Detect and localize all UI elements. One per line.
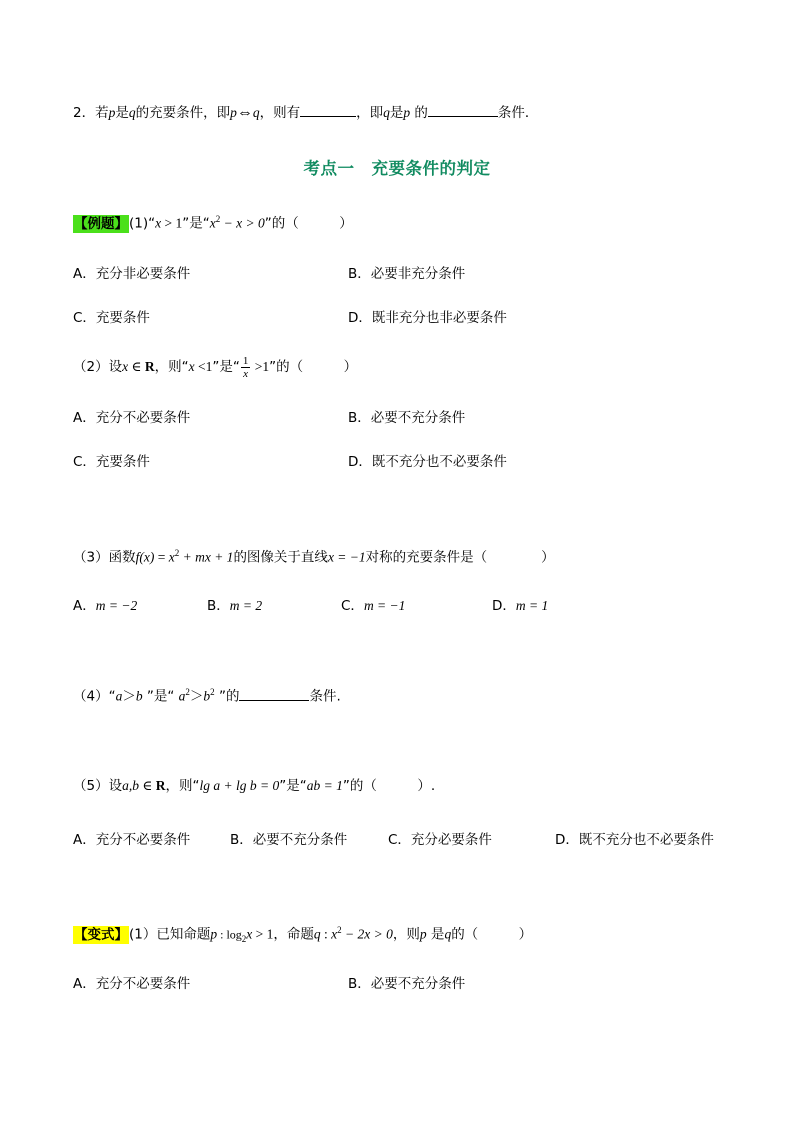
q3-option-a[interactable]: A．m = −2 xyxy=(73,598,138,614)
q2-option-d[interactable]: D．既不充分也不必要条件 xyxy=(348,454,507,470)
example-q3: （3）函数$f(x) = x^2$ + mx + 1的图像关于直线x = −1对称的充要条件是（ ） xyxy=(73,548,555,566)
example-q5: （5）设a,b ∈ R，则“lg a + lg b = 0”是“ab = 1”的（ ）. xyxy=(73,778,436,794)
q5-option-b[interactable]: B．必要不充分条件 xyxy=(230,832,348,848)
example-q2: （2）设x ∈ R，则“x <1”是“ $\frac{1}{x}$ >1”的（ ） xyxy=(73,354,358,380)
variant-option-b[interactable]: B．必要不充分条件 xyxy=(348,976,466,992)
section-title: 考点一 充要条件的判定 xyxy=(303,159,491,178)
q3-option-d[interactable]: D．m = 1 xyxy=(492,598,549,614)
answer-blank-3[interactable] xyxy=(239,687,309,701)
example-q1: 【例题】(1)“x > 1”是“$x^2 - x > 0$”的（ ） xyxy=(74,214,353,232)
item-2: 2．若p是q的充要条件，即p⇔q，则有 ，即q是p 的 条件． xyxy=(73,104,539,121)
variant-option-a[interactable]: A．充分不必要条件 xyxy=(73,976,191,992)
item-2-number: 2．若 xyxy=(73,105,109,121)
q1-option-a[interactable]: A．充分非必要条件 xyxy=(73,266,191,282)
q5-option-a[interactable]: A．充分不必要条件 xyxy=(73,832,191,848)
q1-option-c[interactable]: C．充要条件 xyxy=(73,310,150,326)
q5-option-c[interactable]: C．充分必要条件 xyxy=(388,832,492,848)
q2-option-b[interactable]: B．必要不充分条件 xyxy=(348,410,466,426)
fraction-1-over-x: $\frac{1}{x}$ xyxy=(242,354,249,380)
answer-blank-1[interactable] xyxy=(300,103,356,117)
variant-tag: 【变式】 xyxy=(74,926,128,943)
example-q4: （4）“a＞b ”是“ $a^2>b^2$ ”的 条件. xyxy=(73,687,341,705)
answer-blank-2[interactable] xyxy=(428,103,498,117)
q2-option-c[interactable]: C．充要条件 xyxy=(73,454,150,470)
q2-option-a[interactable]: A．充分不必要条件 xyxy=(73,410,191,426)
q1-option-b[interactable]: B．必要非充分条件 xyxy=(348,266,466,282)
variant-q1: 【变式】(1）已知命题p : $\log_2x > 1$，命题q : $x^2 - 2x > 0$，则p 是q的（ ） xyxy=(74,925,533,945)
q3-option-b[interactable]: B．m = 2 xyxy=(207,598,263,614)
example-tag: 【例题】 xyxy=(74,215,128,232)
q3-option-c[interactable]: C．m = −1 xyxy=(341,598,406,614)
q1-option-d[interactable]: D．既非充分也非必要条件 xyxy=(348,310,507,326)
q5-option-d[interactable]: D．既不充分也不必要条件 xyxy=(555,832,714,848)
